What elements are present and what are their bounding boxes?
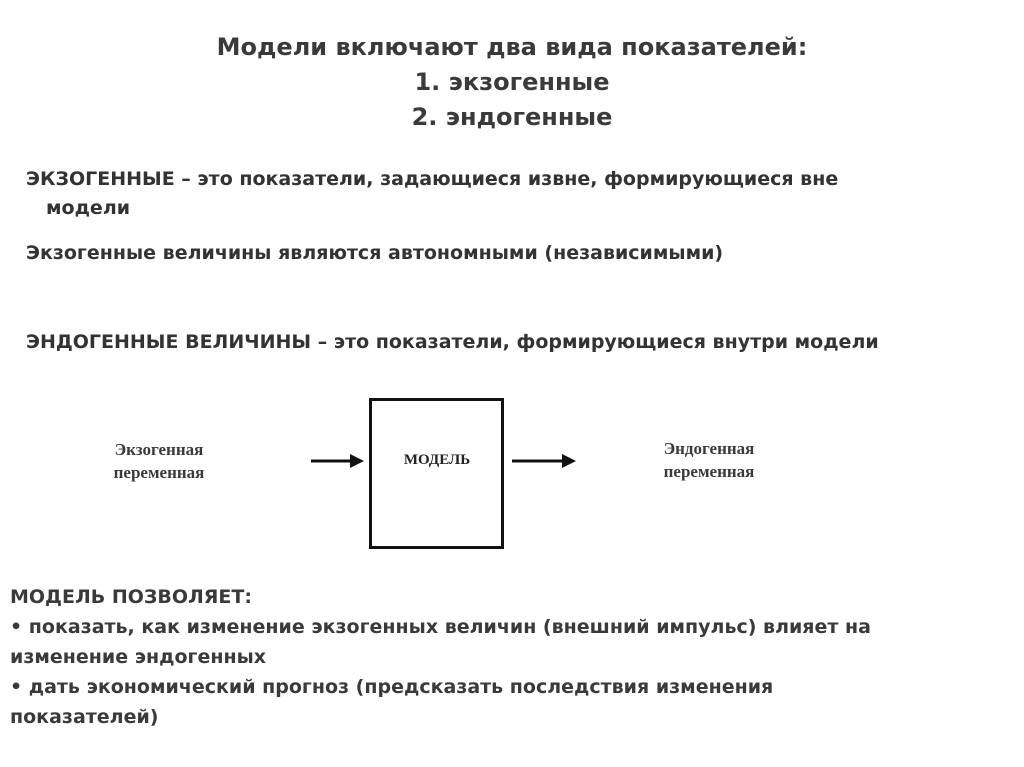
allows-heading: МОДЕЛЬ ПОЗВОЛЯЕТ: <box>10 586 252 608</box>
output-label-line: Эндогенная <box>663 439 755 458</box>
output-arrow <box>512 454 576 468</box>
title-line: Модели включают два вида показателей: <box>216 33 808 61</box>
input-arrow <box>311 454 364 468</box>
model-allows-section <box>10 582 1010 732</box>
exogenous-term: ЭКЗОГЕННЫЕ <box>26 168 175 190</box>
exogenous-text-continued: модели <box>46 197 131 219</box>
exogenous-text: – это показатели, задающиеся извне, формирующиеся вне <box>174 168 839 190</box>
bullet-item-continued: изменение эндогенных <box>10 646 267 668</box>
input-label-line: Экзогенная <box>114 440 204 459</box>
bullet-item-continued: показателей) <box>10 706 159 728</box>
title-item-exogenous: 1. экзогенные <box>414 68 610 96</box>
model-label: МОДЕЛЬ <box>403 452 471 468</box>
bullet-item: • показать, как изменение экзогенных величин (внешний импульс) влияет на <box>10 616 871 638</box>
title-item-endogenous: 2. эндогенные <box>411 103 613 131</box>
exogenous-autonomous-statement: Экзогенные величины являются автономными (независимыми) <box>26 242 724 264</box>
bullet-item: • дать экономический прогноз (предсказать последствия изменения <box>10 676 774 698</box>
output-label-line: переменная <box>663 462 755 481</box>
input-label-line: переменная <box>113 463 205 482</box>
endogenous-text: – это показатели, формирующиеся внутри модели <box>311 331 879 353</box>
endogenous-term: ЭНДОГЕННЫЕ ВЕЛИЧИНЫ <box>26 331 312 353</box>
